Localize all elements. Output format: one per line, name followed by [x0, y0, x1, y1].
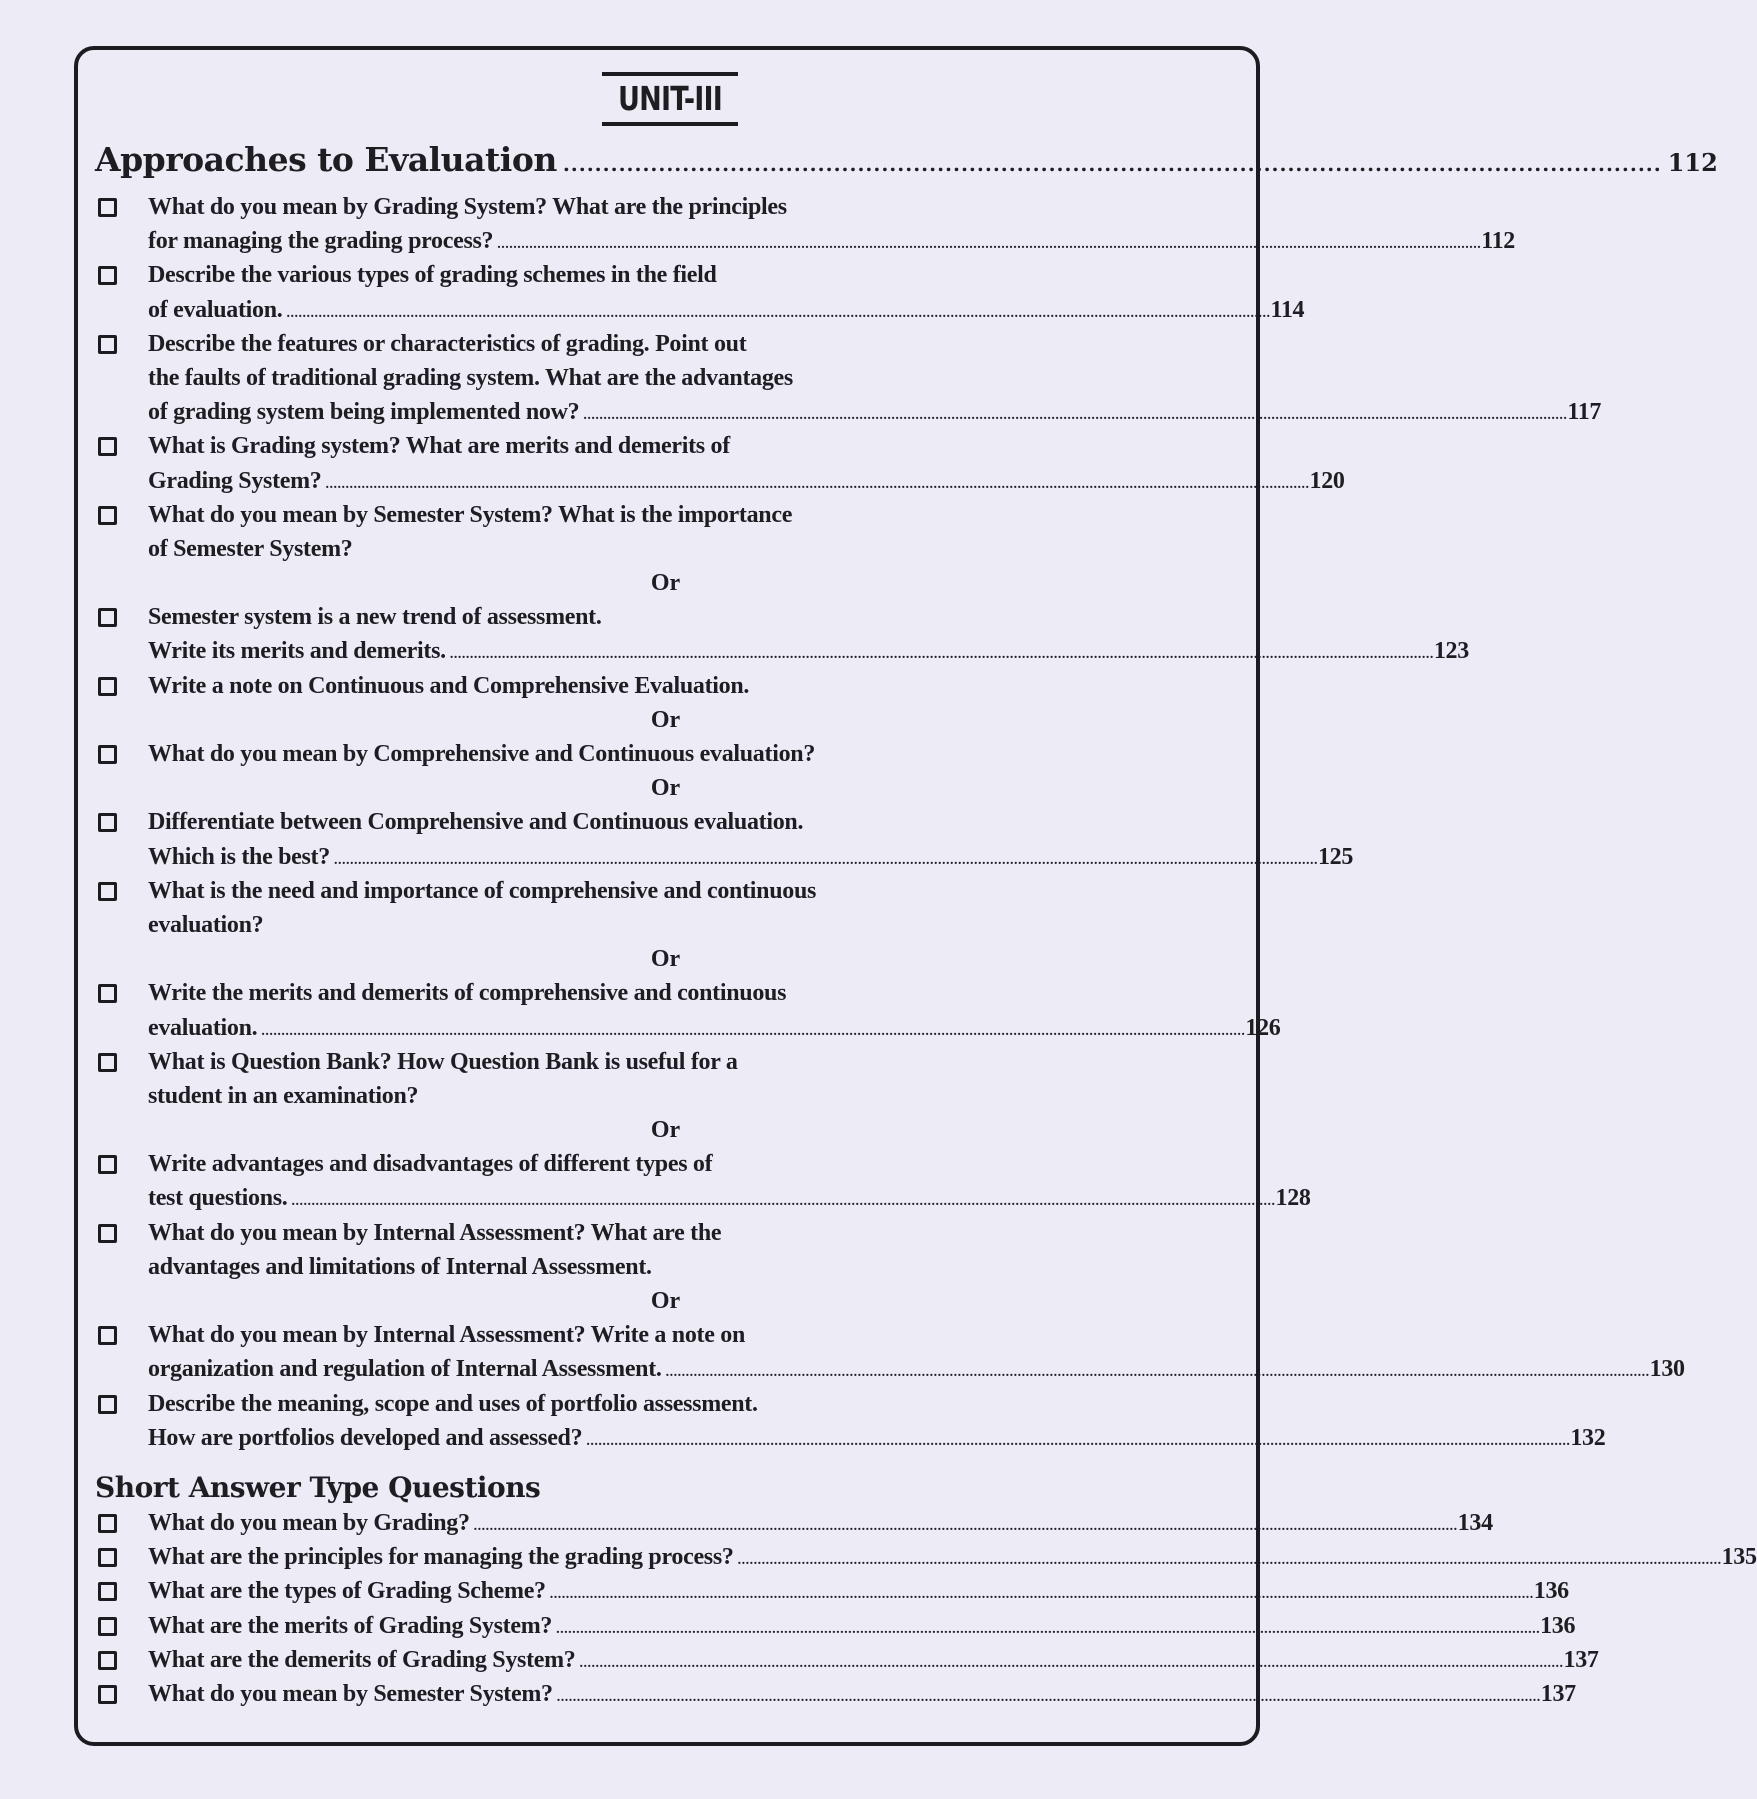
toc-entry[interactable]	[0, 1609, 1576, 1643]
entry-text: of Semester System?	[148, 535, 353, 562]
toc-entry-continuation[interactable]	[0, 464, 1345, 498]
dot-leader: ......................................................................................................................................................................................................................................................	[583, 408, 1568, 424]
checkbox-icon	[98, 745, 117, 764]
checkbox-icon	[98, 198, 117, 217]
toc-entry-continuation[interactable]	[0, 1181, 1331, 1215]
page-number: 137	[1563, 1646, 1599, 1673]
entry-line	[148, 1609, 1576, 1647]
page-number: 135	[1721, 1544, 1757, 1571]
checkbox-icon	[98, 813, 117, 832]
entry-line	[148, 1677, 1576, 1715]
checkbox-icon	[98, 677, 117, 696]
section-heading-text: Approaches to Evaluation	[95, 140, 557, 179]
dot-leader: ..........................................................................................................................................	[562, 152, 1662, 176]
checkbox-icon	[98, 1617, 117, 1636]
entry-text: What is Grading system? What are merits and demerits of	[148, 433, 730, 460]
section-heading-approaches[interactable]	[95, 140, 1718, 179]
or-text: Or	[650, 1288, 681, 1314]
title-rule-bottom	[602, 122, 738, 126]
unit-title-text: UNIT-III	[617, 79, 723, 118]
toc-entry-continuation[interactable]	[0, 293, 1331, 327]
page-number: 137	[1540, 1680, 1576, 1707]
checkbox-icon	[98, 1548, 117, 1567]
entry-text: What do you mean by Grading System? What are the principles	[148, 194, 787, 220]
toc-entry[interactable]	[0, 1540, 1757, 1574]
entry-text: advantages and limitations of Internal Assessment.	[148, 1253, 652, 1280]
entry-line	[148, 600, 1248, 634]
toc-entry-continuation[interactable]	[0, 1250, 1331, 1284]
checkbox-icon	[98, 882, 117, 901]
entry-line	[148, 1643, 1599, 1681]
page-number: 134	[1457, 1510, 1493, 1536]
entry-line	[148, 532, 1248, 566]
dot-leader: ......................................................................................................................................................................................................................................................	[665, 1365, 1650, 1381]
or-separator	[0, 703, 1331, 737]
entry-text: What do you mean by Internal Assessment? What are the	[148, 1219, 722, 1246]
entry-text: How are portfolios developed and assessed?	[148, 1424, 583, 1451]
dot-leader: ......................................................................................................................................................................................................................................................	[579, 1655, 1564, 1671]
entry-line	[148, 1181, 1311, 1219]
checkbox-icon	[98, 1582, 117, 1601]
or-text: Or	[650, 1117, 681, 1144]
toc-entry[interactable]	[0, 737, 1331, 771]
checkbox-icon	[98, 1514, 117, 1533]
page-number: 114	[1270, 296, 1305, 323]
entry-line	[148, 224, 1516, 262]
checkbox-icon	[98, 266, 117, 285]
entry-line	[148, 1079, 1248, 1113]
entry-text: of evaluation.	[148, 296, 283, 323]
toc-entry[interactable]	[0, 1318, 1331, 1352]
entry-line	[148, 293, 1305, 331]
dot-leader: ......................................................................................................................................................................................................................................................	[286, 305, 1271, 321]
dot-leader: ......................................................................................................................................................................................................................................................	[473, 1519, 1458, 1534]
entry-text: of grading system being implemented now?	[148, 399, 580, 426]
entry-line	[148, 1574, 1569, 1612]
page-number: 128	[1275, 1185, 1311, 1212]
or-separator	[0, 942, 1331, 976]
entry-text: What is the need and importance of comprehensive and continuous	[148, 877, 817, 904]
toc-entry-continuation[interactable]	[0, 532, 1331, 566]
entry-line	[148, 1387, 1248, 1421]
toc-entry[interactable]	[0, 874, 1331, 908]
entry-line	[148, 498, 1248, 532]
entry-line	[148, 395, 1602, 433]
page-number: 112	[1481, 228, 1516, 255]
entry-text: What do you mean by Comprehensive and Continuous evaluation?	[148, 741, 816, 767]
entry-text: evaluation?	[148, 911, 264, 938]
checkbox-icon	[98, 1685, 117, 1704]
or-text: Or	[650, 570, 681, 597]
page-number: 123	[1433, 638, 1469, 665]
entry-line	[148, 1011, 1281, 1049]
toc-entry[interactable]	[0, 498, 1331, 532]
dot-leader: ......................................................................................................................................................................................................................................................	[497, 237, 1482, 253]
entry-line	[148, 1216, 1248, 1250]
entry-line	[148, 1318, 1248, 1352]
entry-line	[148, 1147, 1248, 1181]
long-answer-list	[0, 190, 1685, 1455]
entry-text: What are the principles for managing the grading process?	[148, 1544, 734, 1571]
page-number: 125	[1317, 843, 1354, 870]
entry-line	[148, 634, 1469, 672]
checkbox-icon	[98, 335, 117, 354]
entry-text: evaluation.	[148, 1014, 258, 1041]
dot-leader: ......................................................................................................................................................................................................................................................	[556, 1689, 1541, 1705]
page-number: 136	[1540, 1612, 1576, 1639]
entry-text: What do you mean by Internal Assessment? Write a note on	[148, 1322, 746, 1349]
dot-leader: ......................................................................................................................................................................................................................................................	[556, 1621, 1541, 1637]
entry-line	[148, 429, 1248, 463]
toc-entry-continuation[interactable]	[0, 395, 1602, 429]
entry-text: What do you mean by Semester System? What is the importance	[148, 501, 793, 528]
page-number: 112	[1667, 148, 1718, 177]
checkbox-icon	[98, 1651, 117, 1670]
entry-text: What are the types of Grading Scheme?	[148, 1578, 546, 1605]
entry-text: What is Question Bank? How Question Bank is useful for a	[148, 1048, 738, 1075]
toc-entry-continuation[interactable]	[0, 224, 1516, 258]
section-heading-short-answer[interactable]	[95, 1471, 1255, 1504]
checkbox-icon	[98, 437, 117, 456]
entry-text: What do you mean by Grading?	[148, 1510, 470, 1536]
short-answer-list	[0, 1506, 1757, 1711]
toc-entry[interactable]	[0, 1045, 1331, 1079]
entry-text: test questions.	[148, 1185, 288, 1212]
toc-entry[interactable]	[0, 1216, 1331, 1250]
toc-entry[interactable]	[0, 1677, 1576, 1711]
entry-line	[148, 1540, 1757, 1578]
toc-entry[interactable]	[0, 976, 1331, 1010]
entry-line	[148, 805, 1248, 839]
toc-entry[interactable]	[0, 669, 1331, 703]
page-number: 130	[1649, 1356, 1685, 1383]
entry-text: Differentiate between Comprehensive and Continuous evaluation.	[148, 809, 804, 836]
dot-leader: ......................................................................................................................................................................................................................................................	[449, 647, 1434, 663]
entry-text: Write the merits and demerits of comprehensive and continuous	[148, 980, 787, 1007]
or-separator	[0, 771, 1331, 805]
dot-leader: ......................................................................................................................................................................................................................................................	[586, 1433, 1571, 1449]
toc-entry[interactable]	[0, 190, 1331, 224]
entry-line	[148, 190, 1248, 224]
entry-text: Write its merits and demerits.	[148, 638, 446, 665]
entry-line	[148, 1045, 1248, 1079]
or-separator	[0, 1284, 1331, 1318]
page-number: 136	[1533, 1578, 1569, 1605]
checkbox-icon	[98, 506, 117, 525]
dot-leader: ......................................................................................................................................................................................................................................................	[261, 1023, 1246, 1039]
section-heading-text: Short Answer Type Questions	[95, 1471, 541, 1504]
or-text: Or	[650, 775, 681, 802]
toc-entry-continuation[interactable]	[0, 1352, 1685, 1386]
dot-leader: ......................................................................................................................................................................................................................................................	[325, 476, 1310, 492]
entry-line	[148, 669, 1248, 703]
entry-text: student in an examination?	[148, 1082, 419, 1109]
dot-leader: ......................................................................................................................................................................................................................................................	[737, 1553, 1722, 1569]
dot-leader: ......................................................................................................................................................................................................................................................	[333, 852, 1318, 868]
page-number: 120	[1309, 467, 1345, 494]
checkbox-icon	[98, 1395, 117, 1414]
toc-entry[interactable]	[0, 1643, 1599, 1677]
entry-text: What are the demerits of Grading System?	[148, 1646, 576, 1673]
checkbox-icon	[98, 608, 117, 627]
toc-entry[interactable]	[0, 327, 1331, 361]
toc-entry[interactable]	[0, 600, 1331, 634]
page-number: 117	[1567, 399, 1602, 426]
toc-entry-continuation[interactable]	[0, 840, 1354, 874]
entry-line	[148, 464, 1345, 502]
toc-entry[interactable]	[0, 429, 1331, 463]
or-text: Or	[650, 706, 681, 733]
toc-entry-continuation[interactable]	[0, 1011, 1331, 1045]
entry-line	[148, 874, 1248, 908]
entry-line	[148, 840, 1354, 878]
entry-text: the faults of traditional grading system. What are the advantages	[148, 364, 793, 391]
toc-entry-continuation[interactable]	[0, 361, 1331, 395]
checkbox-icon	[98, 1224, 117, 1243]
page-number: 132	[1570, 1424, 1606, 1451]
entry-text: for managing the grading process?	[148, 228, 494, 255]
or-text: Or	[650, 946, 681, 973]
checkbox-icon	[98, 1155, 117, 1174]
toc-entry-continuation[interactable]	[0, 908, 1331, 942]
entry-text: Write advantages and disadvantages of different types of	[148, 1151, 713, 1178]
toc-entry[interactable]	[0, 1574, 1569, 1608]
entry-text: Semester system is a new trend of assessment.	[148, 604, 602, 631]
entry-text: organization and regulation of Internal Assessment.	[148, 1356, 662, 1383]
toc-entry[interactable]	[0, 1387, 1331, 1421]
entry-line	[148, 361, 1248, 395]
entry-text: What are the merits of Grading System?	[148, 1612, 553, 1639]
entry-text: Grading System?	[148, 467, 322, 494]
entry-line	[148, 1506, 1493, 1544]
page-number: 126	[1245, 1014, 1281, 1041]
entry-text: Describe the meaning, scope and uses of portfolio assessment.	[148, 1390, 758, 1417]
toc-entry[interactable]	[0, 1147, 1331, 1181]
entry-text: Which is the best?	[148, 843, 330, 870]
entry-text: What do you mean by Semester System?	[148, 1680, 553, 1707]
entry-line	[148, 1352, 1685, 1390]
toc-entry-continuation[interactable]	[0, 1079, 1331, 1113]
entry-line	[148, 1250, 1248, 1284]
entry-line	[148, 976, 1248, 1010]
entry-line	[148, 737, 1248, 771]
or-separator	[0, 566, 1331, 600]
toc-entry-continuation[interactable]	[0, 1421, 1606, 1455]
entry-line	[148, 908, 1248, 942]
toc-entry[interactable]	[0, 1506, 1493, 1540]
toc-entry-continuation[interactable]	[0, 634, 1469, 668]
or-separator	[0, 1113, 1331, 1147]
entry-line	[148, 1421, 1606, 1459]
toc-entry[interactable]	[0, 258, 1331, 292]
checkbox-icon	[98, 984, 117, 1003]
dot-leader: ......................................................................................................................................................................................................................................................	[291, 1194, 1276, 1210]
entry-text: Write a note on Continuous and Comprehensive Evaluation.	[148, 672, 750, 699]
entry-text: Describe the various types of grading schemes in the field	[148, 262, 717, 289]
entry-line	[148, 258, 1248, 292]
checkbox-icon	[98, 1326, 117, 1345]
unit-title	[600, 72, 740, 132]
toc-entry[interactable]	[0, 805, 1331, 839]
dot-leader: ......................................................................................................................................................................................................................................................	[549, 1587, 1534, 1603]
entry-text: Describe the features or characteristics of grading. Point out	[148, 330, 747, 357]
entry-line	[148, 327, 1248, 361]
checkbox-icon	[98, 1053, 117, 1072]
